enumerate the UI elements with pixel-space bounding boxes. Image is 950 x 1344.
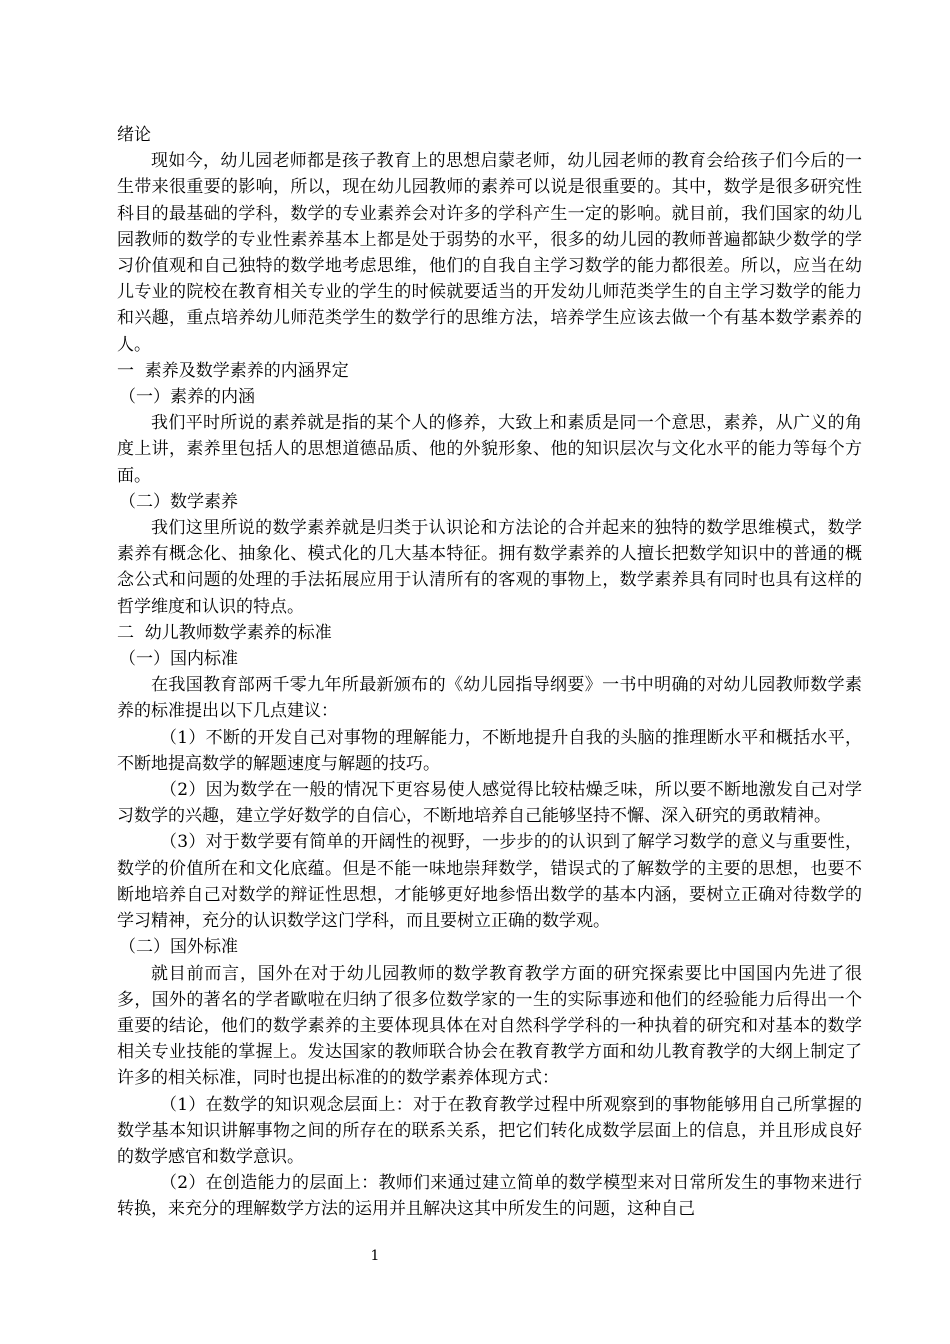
section-2-sub-1-item-3: （3）对于数学要有简单的开阔性的视野，一步步的的认识到了解学习数学的意义与重要性，数学的价值所在和文化底蕴。但是不能一味地崇拜数学，错误式的了解数学的主要的思想，也要不断地培养自己对数学的辩证性思想，才能够更好地参悟出数学的基本内涵，要树立正确对待数学的学习精神，充分的认识数学这门学科，而且要树立正确的数学观。 [117,832,862,932]
document-page [117,122,862,1223]
section-2-sub-2-item-1: （1）在数学的知识观念层面上：对于在教育教学过程中所观察到的事物能够用自己所掌握的数学基本知识讲解事物之间的所存在的联系关系，把它们转化成数学层面上的信息，并且形成良好的数学感官和数学意识。 [117,1094,862,1167]
section-2-sub-1-heading: （一）国内标准 [119,649,238,670]
intro-paragraph: 现如今，幼儿园老师都是孩子教育上的思想启蒙老师，幼儿园老师的教育会给孩子们今后的一生带来很重要的影响，所以，现在幼儿园教师的素养可以说是很重要的。其中，数学是很多研究性科目的最基础的学科，数学的专业素养会对许多的学科产生一定的影响。就目前，我们国家的幼儿园教师的数学的专业性素养基本上都是处于弱势的水平，很多的幼儿园的教师普遍都缺少数学的学习价值观和自己独特的数学地考虑思维，他们的自我自主学习数学的能力都很差。所以，应当在幼儿专业的院校在教育相关专业的学生的时候就要适当的开发幼儿师范类学生的自主学习数学的能力和兴趣，重点培养幼儿师范类学生的数学行的思维方法，培养学生应该去做一个有基本数学素养的人。 [117,151,862,355]
section-1-sub-1-text: 我们平时所说的素养就是指的某个人的修养，大致上和素质是同一个意思，素养，从广义的角度上讲，素养里包括人的思想道德品质、他的外貌形象、他的知识层次与文化水平的能力等每个方面。 [117,413,862,486]
section-2-sub-2-item-2: （2）在创造能力的层面上：教师们来通过建立简单的数学模型来对日常所发生的事物来进行转换，来充分的理解数学方法的运用并且解决这其中所发生的问题，这种自己 [117,1173,862,1220]
section-2-sub-1-item-2: （2）因为数学在一般的情况下更容易使人感觉得比较枯燥乏味，所以要不断地激发自己对学习数学的兴趣，建立学好数学的自信心，不断地培养自己能够坚持不懈、深入研究的勇敢精神。 [117,780,862,827]
section-2-sub-1-text: 在我国教育部两千零九年所最新颁布的《幼儿园指导纲要》一书中明确的对幼儿园教师数学素养的标准提出以下几点建议： [117,675,862,722]
section-1-sub-2-heading: （二）数学素养 [119,491,238,512]
section-2-sub-2-heading: （二）国外标准 [119,937,238,958]
section-2-sub-1-item-1: （1）不断的开发自己对事物的理解能力，不断地提升自我的头脑的推理断水平和概括水平，不断地提高数学的解题速度与解题的技巧。 [117,727,862,774]
document-title: 绪论 [117,125,151,145]
page-number: 1 [370,1248,380,1264]
section-1-heading: 一 素养及数学素养的内涵界定 [117,360,349,381]
section-2-sub-2-text: 就目前而言，国外在对于幼儿园教师的数学教育教学方面的研究探索要比中国国内先进了很多，国外的著名的学者歐啦在归纳了很多位数学家的一生的实际事迹和他们的经验能力后得出一个重要的结论，他们的数学素养的主要体现具体在对自然科学学科的一种执着的研究和对基本的数学相关专业技能的掌握上。发达国家的教师联合协会在教育教学方面和幼儿教育教学的大纲上制定了许多的相关标准，同时也提出标准的的数学素养体现方式： [117,963,862,1089]
section-1-sub-1-heading: （一）素养的内涵 [119,387,255,408]
section-2-heading: 二 幼儿教师数学素养的标准 [117,622,332,643]
section-1-sub-2-text: 我们这里所说的数学素养就是归类于认识论和方法论的合并起来的独特的数学思维模式，数学素养有概念化、抽象化、模式化的几大基本特征。拥有数学素养的人擅长把数学知识中的普通的概念公式和问题的处理的手法拓展应用于认清所有的客观的事物上，数学素养具有同时也具有这样的哲学维度和认识的特点。 [117,518,862,617]
